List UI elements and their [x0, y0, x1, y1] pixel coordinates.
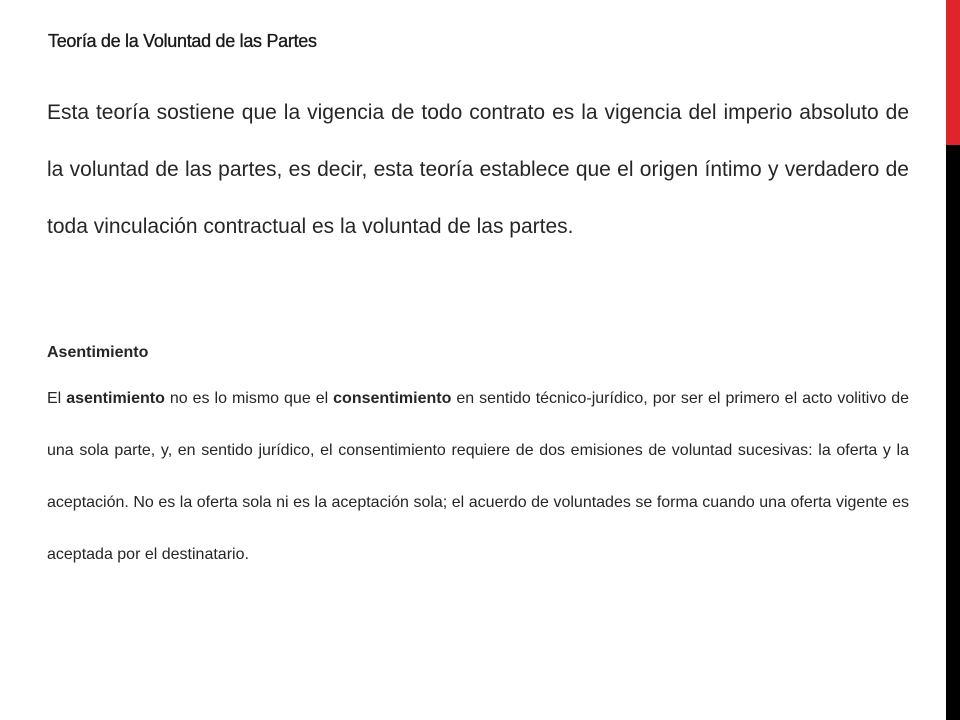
- accent-bar-black: [946, 145, 960, 720]
- section-paragraph-text-1: El: [47, 390, 67, 407]
- section-paragraph-text-3: en sentido técnico-jurídico, por ser el primero el acto volitivo de una sola parte, y, en sentido jurídico, el consentimiento requiere de dos emisiones de voluntad sucesivas: la oferta y la aceptación. No es la oferta sola ni es la aceptación sola; el acuerdo de voluntades se forma cuando una oferta vigente es aceptada por el destinatario.: [47, 390, 909, 563]
- accent-bar-red: [946, 0, 960, 145]
- section-paragraph: [47, 373, 909, 581]
- term-asentimiento: asentimiento: [66, 390, 165, 407]
- section-paragraph-text-2: no es lo mismo que el: [164, 390, 334, 407]
- section-heading: Asentimiento: [47, 344, 149, 361]
- term-consentimiento: consentimiento: [333, 390, 452, 407]
- main-paragraph: Esta teoría sostiene que la vigencia de todo contrato es la vigencia del imperio absoluto de la voluntad de las partes, es decir, esta teoría establece que el origen íntimo y verdadero de toda vinculación contractual es la voluntad de las partes.: [47, 101, 909, 238]
- slide-title: Teoría de la Voluntad de las Partes: [48, 31, 317, 51]
